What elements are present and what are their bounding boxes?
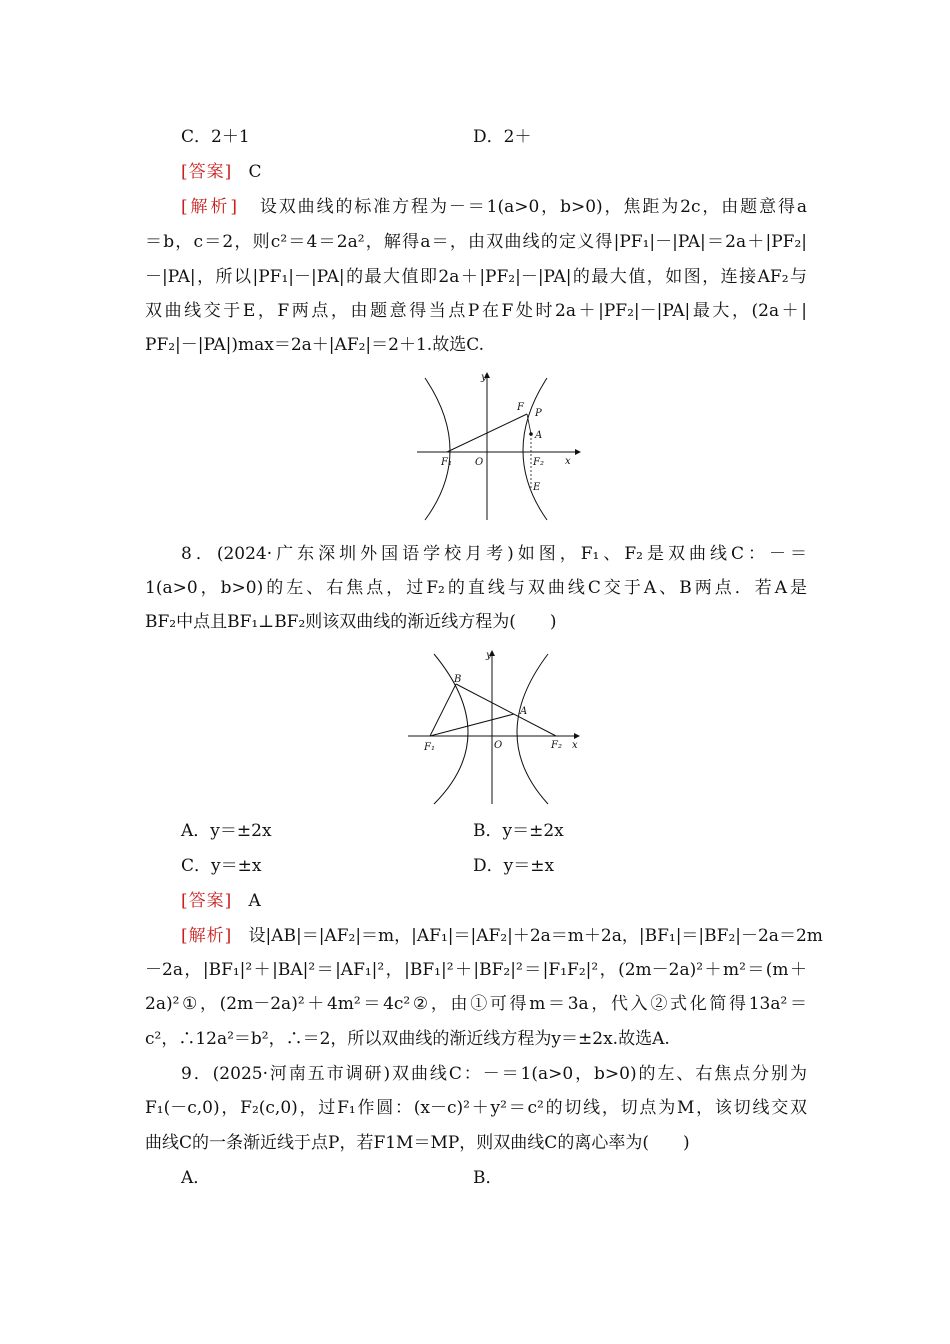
analysis-tag: [解析] [181, 197, 238, 217]
q8-analysis-line: －2a，|BF₁|²＋|BA|²＝|AF₁|²，|BF₁|²＋|BF₂|²＝|F₁F₂|²，(2m－2a)²＋m²＝(m＋ [145, 960, 807, 980]
label-f1: F₁ [441, 457, 452, 468]
point-a [529, 432, 533, 436]
answer-tag: [答案] [181, 891, 233, 911]
q9-stem-line: 9．(2025·河南五市调研)双曲线C：－＝1(a>0，b>0)的左、右焦点分别为 [181, 1064, 807, 1084]
label-y: y [481, 372, 487, 383]
segment-f1-b [430, 684, 456, 736]
segment-b-f2 [456, 684, 556, 736]
label-a: A [535, 430, 543, 441]
q8-stem-line: 1(a>0，b>0)的左、右焦点，过F₂的直线与双曲线C交于A、B两点．若A是 [145, 578, 807, 598]
q8-stem-line: BF₂中点且BF₁⊥BF₂则该双曲线的渐近线方程为( ) [145, 612, 557, 632]
label-o: O [475, 457, 484, 468]
q8-analysis-line: [解析] 设|AB|＝|AF₂|＝m，|AF₁|＝|AF₂|＋2a＝m＋2a，|BF₁|＝|BF₂|－2a＝2m [181, 926, 823, 946]
q7-analysis-line: －|PA|，所以|PF₁|－|PA|的最大值即2a＋|PF₂|－|PA|的最大值，如图，连接AF₂与 [145, 267, 807, 287]
segment-f-a [527, 414, 531, 434]
q7-analysis-line: ＝b，c＝2，则c²＝4＝2a²，解得a＝，由双曲线的定义得|PF₁|－|PA|＝2a＋|PF₂| [145, 232, 807, 252]
q8-option-c: C．y＝±x [181, 856, 262, 876]
q9-stem-line: F₁(－c,0)，F₂(c,0)，过F₁作圆：(x－c)²＋y²＝c²的切线，切点为M，该切线交双 [145, 1098, 807, 1118]
q7-analysis-line: PF₂|－|PA|)max＝2a＋|AF₂|＝2＋1.故选C. [145, 335, 484, 355]
q8-option-d: D．y＝±x [473, 856, 555, 876]
q7-answer-row [181, 161, 262, 183]
label-f1: F₁ [424, 742, 435, 753]
label-f: F [517, 402, 524, 413]
answer-value: A [248, 891, 261, 911]
q7-analysis-line: 双曲线交于E，F两点，由题意得当点P在F处时2a＋|PF₂|－|PA|最大，(2a＋| [145, 301, 807, 321]
q9-stem-line: 曲线C的一条渐近线于点P，若F1M＝MP，则双曲线C的离心率为( ) [145, 1133, 690, 1153]
left-branch [425, 378, 450, 520]
q7-analysis-line: [解析] 设双曲线的标准方程为－＝1(a>0，b>0)，焦距为2c，由题意得a [181, 197, 807, 217]
q9-option-b: B． [473, 1168, 503, 1188]
q7-option-d: D．2＋ [473, 127, 532, 147]
label-f2: F₂ [551, 740, 562, 751]
answer-tag: [答案] [181, 162, 233, 182]
label-y: y [486, 650, 492, 661]
label-o: O [494, 740, 503, 751]
q7-option-c: C．2＋1 [181, 127, 250, 147]
q8-analysis-line: c²，∴12a²＝b²，∴＝2，所以双曲线的渐近线方程为y＝±2x.故选A. [145, 1029, 670, 1049]
label-a: A [520, 706, 528, 717]
label-p: P [535, 408, 542, 419]
x-axis-arrow [574, 733, 580, 739]
hyperbola-figure-q8 [406, 648, 584, 806]
answer-value: C [248, 162, 262, 182]
q9-option-a: A． [181, 1168, 211, 1188]
q8-stem-line: 8．(2024·广东深圳外国语学校月考)如图，F₁、F₂是双曲线C：－＝ [181, 544, 807, 564]
label-e: E [533, 482, 541, 493]
q8-option-b: B．y＝±2x [473, 821, 564, 841]
label-x: x [572, 740, 578, 751]
label-x: x [565, 456, 571, 467]
left-branch [434, 654, 468, 804]
analysis-tag: [解析] [181, 926, 233, 946]
q8-option-a: A．y＝±2x [181, 821, 272, 841]
segment-f1-a [430, 714, 514, 736]
x-axis-arrow [575, 449, 581, 455]
hyperbola-figure-q7 [413, 370, 583, 522]
label-f2: F₂ [533, 457, 544, 468]
q8-answer-row [181, 890, 261, 912]
right-branch [523, 378, 547, 520]
label-b: B [454, 674, 462, 685]
q8-analysis-line: 2a)²①，(2m－2a)²＋4m²＝4c²②，由①可得m＝3a，代入②式化简得13a²＝ [145, 994, 807, 1014]
